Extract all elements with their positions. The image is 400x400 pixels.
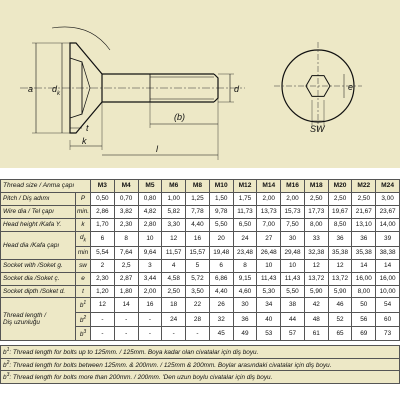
- table-cell: 28: [186, 312, 210, 326]
- size-header: M4: [114, 180, 138, 193]
- table-cell: 52: [328, 312, 352, 326]
- row-label-en: Socket with: [3, 262, 36, 270]
- size-header: M10: [209, 180, 233, 193]
- table-cell: 15,57: [186, 246, 210, 259]
- footnote: [1, 358, 400, 371]
- table-cell: 42: [304, 298, 328, 312]
- row-label-tr: /Soket d.: [39, 287, 66, 295]
- dim-e-label: e: [348, 82, 354, 92]
- table-cell: 6,50: [233, 218, 257, 231]
- table-cell: 16,00: [376, 272, 400, 285]
- table-cell: -: [91, 312, 115, 326]
- table-cell: -: [138, 312, 162, 326]
- table-cell: 5,90: [304, 285, 328, 298]
- row-label-tr: /Soket g.: [37, 262, 63, 270]
- table-cell: 14,00: [376, 218, 400, 231]
- table-cell: 4,58: [162, 272, 186, 285]
- header-label: Thread size: [3, 182, 38, 190]
- table-cell: 4: [162, 259, 186, 272]
- table-cell: 2: [91, 259, 115, 272]
- footnote-marker: b: [3, 349, 7, 357]
- row-symbol: [76, 272, 91, 285]
- table-cell: 3,50: [186, 285, 210, 298]
- table-cell: -: [114, 326, 138, 340]
- table-cell: 16: [186, 231, 210, 246]
- table-cell: 30: [233, 298, 257, 312]
- table-cell: 1,20: [91, 285, 115, 298]
- row-symbol-text: P: [80, 195, 86, 203]
- table-cell: 57: [281, 326, 305, 340]
- row-label-tr: /Kafa çapı: [30, 241, 60, 249]
- table-cell: 10: [281, 259, 305, 272]
- table-cell: 61: [304, 326, 328, 340]
- table-cell: 22: [186, 298, 210, 312]
- row-label-en: Head dia: [3, 241, 29, 249]
- table-cell: 5,54: [91, 246, 115, 259]
- table-cell: 30: [281, 231, 305, 246]
- dimension-table: [0, 179, 400, 341]
- row-label-en: Head height: [3, 221, 38, 229]
- row-symbol-text: d: [79, 233, 84, 241]
- table-cell: 15,73: [281, 205, 305, 218]
- footnote-row: [1, 371, 400, 384]
- table-cell: 9,64: [138, 246, 162, 259]
- table-cell: 4,40: [209, 285, 233, 298]
- bolt-technical-drawing: [0, 0, 400, 168]
- table-cell: 2,30: [114, 218, 138, 231]
- table-cell: 4,40: [186, 218, 210, 231]
- size-header: M22: [352, 180, 376, 193]
- table-cell: 1,50: [209, 192, 233, 205]
- table-cell: 19,67: [328, 205, 352, 218]
- table-cell: 13,73: [257, 205, 281, 218]
- footnote-marker-sup: 3: [6, 372, 10, 379]
- table-cell: 13,72: [328, 272, 352, 285]
- header-label-tr: / Anma çapı: [39, 182, 75, 190]
- table-cell: -: [186, 326, 210, 340]
- table-cell: 5,72: [186, 272, 210, 285]
- table-body: [1, 192, 400, 340]
- table-cell: 10: [138, 231, 162, 246]
- table-cell: 36: [352, 231, 376, 246]
- table-cell: 18: [162, 298, 186, 312]
- table-cell: -: [114, 312, 138, 326]
- table-cell: 20: [209, 231, 233, 246]
- table-row: [1, 272, 400, 285]
- table-row: [1, 298, 400, 312]
- table-cell: 1,70: [91, 218, 115, 231]
- table-cell: 23,67: [376, 205, 400, 218]
- table-cell: 1,75: [233, 192, 257, 205]
- table-cell: 10: [257, 259, 281, 272]
- row-label-en: Socket dia: [3, 275, 33, 283]
- row-symbol-sub: k: [83, 236, 87, 243]
- table-cell: 14: [114, 298, 138, 312]
- row-label-tr: / Tel çapı: [28, 208, 54, 216]
- table-cell: 3,00: [376, 192, 400, 205]
- table-cell: -: [138, 326, 162, 340]
- row-symbol: [76, 312, 91, 326]
- table-cell: -: [91, 326, 115, 340]
- row-label: [1, 218, 76, 231]
- table-cell: 14: [376, 259, 400, 272]
- row-symbol-text: sw: [79, 262, 87, 270]
- table-cell: 2,00: [281, 192, 305, 205]
- table-cell: 49: [233, 326, 257, 340]
- row-label: [1, 272, 76, 285]
- row-symbol-text: b: [79, 302, 84, 310]
- footnote-text: : Thread length for bolts up to 125mm. / 125mm. Boya kadar olan civatalar için diş boyu.: [9, 349, 259, 357]
- table-row: [1, 285, 400, 298]
- footnote-row: [1, 358, 400, 371]
- row-label: [1, 285, 76, 298]
- footnote-text: : Thread length for bolts between 125mm. & 200mm. / 125mm & 200mm. Boylar arasındaki civatalar için diş boyu.: [9, 361, 332, 369]
- table-cell: 2,50: [162, 285, 186, 298]
- table-cell: 56: [352, 312, 376, 326]
- table-cell: 60: [376, 312, 400, 326]
- table-cell: 29,48: [281, 246, 305, 259]
- footnotes: [0, 345, 400, 384]
- row-label: [1, 231, 76, 259]
- table-cell: 3: [138, 259, 162, 272]
- size-header: M8: [186, 180, 210, 193]
- table-cell: 12: [328, 259, 352, 272]
- footnotes-body: [1, 346, 400, 384]
- dim-dk-label: d: [52, 84, 58, 94]
- row-symbol-sup: 2: [83, 314, 87, 321]
- table-cell: 35,38: [328, 246, 352, 259]
- table-cell: 2,50: [352, 192, 376, 205]
- table-cell: 0,50: [91, 192, 115, 205]
- table-cell: 23,48: [233, 246, 257, 259]
- table-cell: 44: [281, 312, 305, 326]
- table-cell: 5,30: [257, 285, 281, 298]
- table-cell: 1,00: [162, 192, 186, 205]
- row-symbol: [76, 259, 91, 272]
- dim-b-label: (b): [174, 112, 185, 122]
- row-symbol: [76, 246, 91, 259]
- table-cell: 36: [328, 231, 352, 246]
- table-cell: 2,00: [138, 285, 162, 298]
- table-cell: 19,48: [209, 246, 233, 259]
- table-cell: 5: [186, 259, 210, 272]
- table-cell: 65: [328, 326, 352, 340]
- table-cell: -: [162, 326, 186, 340]
- row-symbol-text: e: [81, 275, 85, 283]
- table-cell: 35,38: [352, 246, 376, 259]
- table-cell: 2,5: [114, 259, 138, 272]
- table-cell: 16: [138, 298, 162, 312]
- table-cell: 3,44: [138, 272, 162, 285]
- row-symbol-text: min.: [76, 208, 90, 216]
- row-label-tr: / Diş adımı: [19, 195, 50, 203]
- table-cell: 34: [257, 298, 281, 312]
- table-cell: 38,38: [376, 246, 400, 259]
- row-symbol: [76, 192, 91, 205]
- table-cell: 48: [304, 312, 328, 326]
- table-cell: 2,80: [138, 218, 162, 231]
- dim-sw-label: SW: [310, 124, 325, 134]
- footnote: [1, 371, 400, 384]
- dim-k-label: k: [82, 136, 87, 146]
- table-cell: 0,80: [138, 192, 162, 205]
- row-label: [1, 298, 76, 340]
- row-label: [1, 205, 76, 218]
- table-cell: 0,70: [114, 192, 138, 205]
- row-label-tr: /Soket ç.: [34, 275, 60, 283]
- dim-l-label: l: [156, 144, 158, 154]
- table-row: [1, 259, 400, 272]
- row-symbol-text: k: [81, 221, 85, 229]
- table-cell: 33: [304, 231, 328, 246]
- head-angle-arc: [52, 27, 110, 50]
- size-header: M3: [91, 180, 115, 193]
- table-row: [1, 192, 400, 205]
- table-cell: 2,86: [91, 205, 115, 218]
- table-cell: 69: [352, 326, 376, 340]
- table-cell: 24: [162, 312, 186, 326]
- socket-cone-top: [82, 62, 90, 88]
- footnote-marker-sup: 1: [6, 347, 10, 354]
- table-cell: 6: [91, 231, 115, 246]
- row-label-en: Wire dia: [3, 208, 27, 216]
- table-cell: 26: [209, 298, 233, 312]
- table-cell: 1,80: [114, 285, 138, 298]
- table-cell: 9,15: [233, 272, 257, 285]
- size-header: M12: [233, 180, 257, 193]
- table-cell: 27: [257, 231, 281, 246]
- size-header: M24: [376, 180, 400, 193]
- table-cell: 2,87: [114, 272, 138, 285]
- table-cell: 21,67: [352, 205, 376, 218]
- table-cell: 39: [376, 231, 400, 246]
- footnote-marker-sup: 2: [6, 359, 10, 366]
- table-cell: 2,30: [91, 272, 115, 285]
- footnote-marker: b: [3, 374, 7, 382]
- table-cell: 2,50: [304, 192, 328, 205]
- footnote-row: [1, 346, 400, 359]
- size-header: M20: [328, 180, 352, 193]
- table-cell: 7,78: [186, 205, 210, 218]
- table-cell: 5,82: [162, 205, 186, 218]
- table-cell: 1,25: [186, 192, 210, 205]
- table-cell: 8: [233, 259, 257, 272]
- row-label-en: Pitch: [3, 195, 18, 203]
- size-header: M14: [257, 180, 281, 193]
- table-cell: 38: [281, 298, 305, 312]
- table-cell: 16,00: [352, 272, 376, 285]
- table-row: [1, 205, 400, 218]
- row-symbol: [76, 298, 91, 312]
- table-cell: 13,10: [352, 218, 376, 231]
- row-symbol-sup: 1: [83, 300, 87, 307]
- row-symbol: [76, 205, 91, 218]
- row-label: [1, 259, 76, 272]
- size-header: M16: [281, 180, 305, 193]
- table-cell: 11,43: [281, 272, 305, 285]
- footnote: [1, 346, 400, 359]
- table-cell: 8,00: [352, 285, 376, 298]
- row-symbol-sup: 3: [83, 328, 87, 335]
- socket-cone-bottom: [82, 88, 90, 114]
- row-label: [1, 192, 76, 205]
- dim-a-label: a: [28, 84, 34, 94]
- dim-d-label: d: [234, 84, 240, 94]
- table-cell: 7,64: [114, 246, 138, 259]
- table-cell: 12: [91, 298, 115, 312]
- table-cell: 13,72: [304, 272, 328, 285]
- table-cell: 5,50: [209, 218, 233, 231]
- table-cell: 7,50: [281, 218, 305, 231]
- table-row: [1, 218, 400, 231]
- table-cell: 2,50: [328, 192, 352, 205]
- table-cell: 8,00: [304, 218, 328, 231]
- row-symbol-text: b: [79, 316, 84, 324]
- footnote-marker: b: [3, 361, 7, 369]
- table-cell: 46: [328, 298, 352, 312]
- table-cell: 73: [376, 326, 400, 340]
- row-symbol-text: min: [77, 249, 89, 257]
- footnote-text: : Thread length for bolts more than 200mm. / 200mm. 'Den uzun boylu civatalar için diş boyu.: [9, 374, 273, 382]
- row-symbol: [76, 326, 91, 340]
- row-label-sep: /: [44, 312, 46, 320]
- table-cell: 11,43: [257, 272, 281, 285]
- size-header: M18: [304, 180, 328, 193]
- table-cell: 3,82: [114, 205, 138, 218]
- table-cell: 6,86: [209, 272, 233, 285]
- table-cell: 8: [114, 231, 138, 246]
- table-cell: 9,78: [209, 205, 233, 218]
- table-cell: 45: [209, 326, 233, 340]
- table-cell: 36: [233, 312, 257, 326]
- header-label-cell: [1, 180, 91, 193]
- table-cell: 14: [352, 259, 376, 272]
- table-cell: 50: [352, 298, 376, 312]
- table-cell: 32: [209, 312, 233, 326]
- dim-t-label: t: [86, 123, 89, 133]
- dim-dk-subscript: k: [57, 91, 60, 97]
- table-cell: 11,73: [233, 205, 257, 218]
- table-cell: 32,38: [304, 246, 328, 259]
- table-cell: 53: [257, 326, 281, 340]
- table-cell: 7,00: [257, 218, 281, 231]
- row-symbol: [76, 285, 91, 298]
- table-row: [1, 231, 400, 246]
- table-cell: 4,82: [138, 205, 162, 218]
- table-cell: 40: [257, 312, 281, 326]
- table-cell: 3,30: [162, 218, 186, 231]
- row-label-tr: /Kafa Y.: [39, 221, 62, 229]
- table-cell: 12: [162, 231, 186, 246]
- table-cell: 2,00: [257, 192, 281, 205]
- row-label-en: Socket dipth: [3, 287, 39, 295]
- table-cell: 12: [304, 259, 328, 272]
- row-symbol: [76, 218, 91, 231]
- row-symbol-text: t: [82, 287, 84, 295]
- table-cell: 5,90: [328, 285, 352, 298]
- table-cell: 11,57: [162, 246, 186, 259]
- row-symbol-text: b: [79, 330, 84, 338]
- table-cell: 10,00: [376, 285, 400, 298]
- table-cell: 5,50: [281, 285, 305, 298]
- table-cell: 24: [233, 231, 257, 246]
- table-cell: 8,50: [328, 218, 352, 231]
- row-label-en: Thread length: [3, 312, 43, 320]
- table-cell: 26,48: [257, 246, 281, 259]
- table-header-row: [1, 180, 400, 193]
- table-cell: 6: [209, 259, 233, 272]
- bolt-drawing-svg: [0, 0, 400, 168]
- table-cell: 54: [376, 298, 400, 312]
- table-cell: 4,60: [233, 285, 257, 298]
- size-header: M5: [138, 180, 162, 193]
- row-label-tr: Diş uzunluğu: [3, 319, 40, 327]
- size-header: M6: [162, 180, 186, 193]
- row-symbol: [76, 231, 91, 246]
- table-cell: 17,73: [304, 205, 328, 218]
